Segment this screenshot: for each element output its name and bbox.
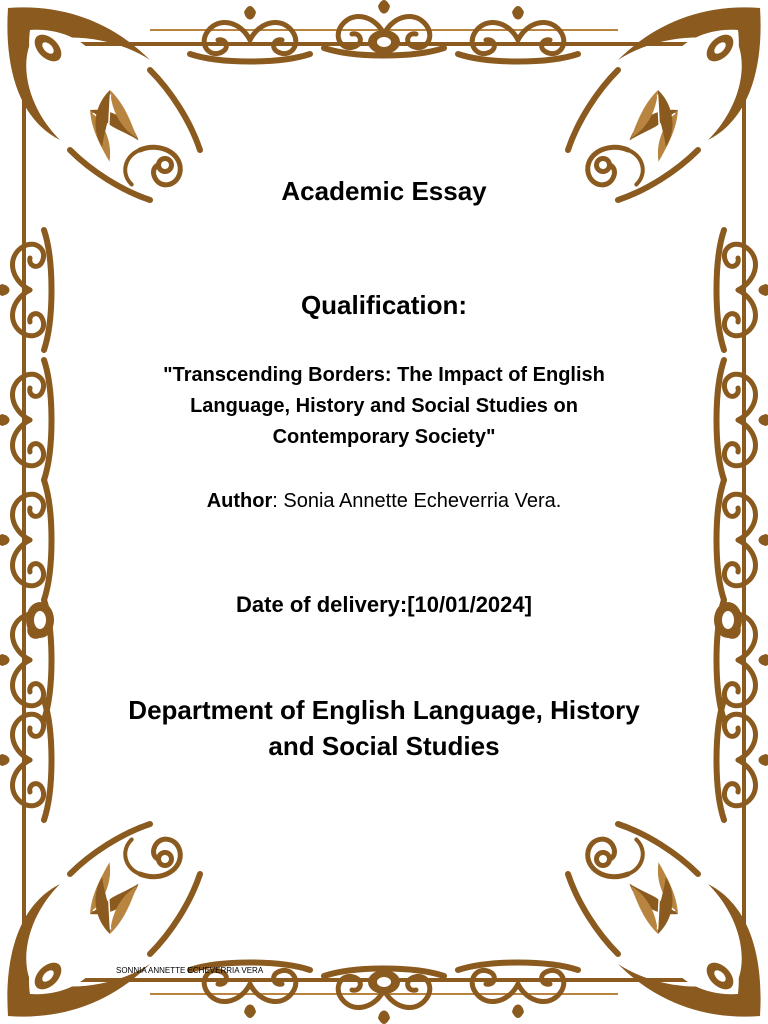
qualification-label: Qualification: <box>300 290 468 320</box>
author-name: Sonia Annette Echeverria Vera. <box>277 490 562 512</box>
author-label: Author <box>206 490 273 512</box>
footer-author: SONNIA ANNETTE ECHEVERRIA VERA <box>116 966 264 975</box>
delivery-date: [10/01/2024] <box>407 592 532 617</box>
department-name: Department of English Language, History and Social Studies <box>128 695 640 761</box>
delivery-label: Date of delivery: <box>236 592 408 617</box>
author-line <box>90 487 678 515</box>
document-title: Academic Essay <box>281 176 487 206</box>
author-separator: : <box>272 490 278 512</box>
essay-title: "Transcending Borders: The Impact of English Language, History and Social Studies on Contemporary Society" <box>163 364 605 448</box>
delivery-line <box>90 590 678 620</box>
